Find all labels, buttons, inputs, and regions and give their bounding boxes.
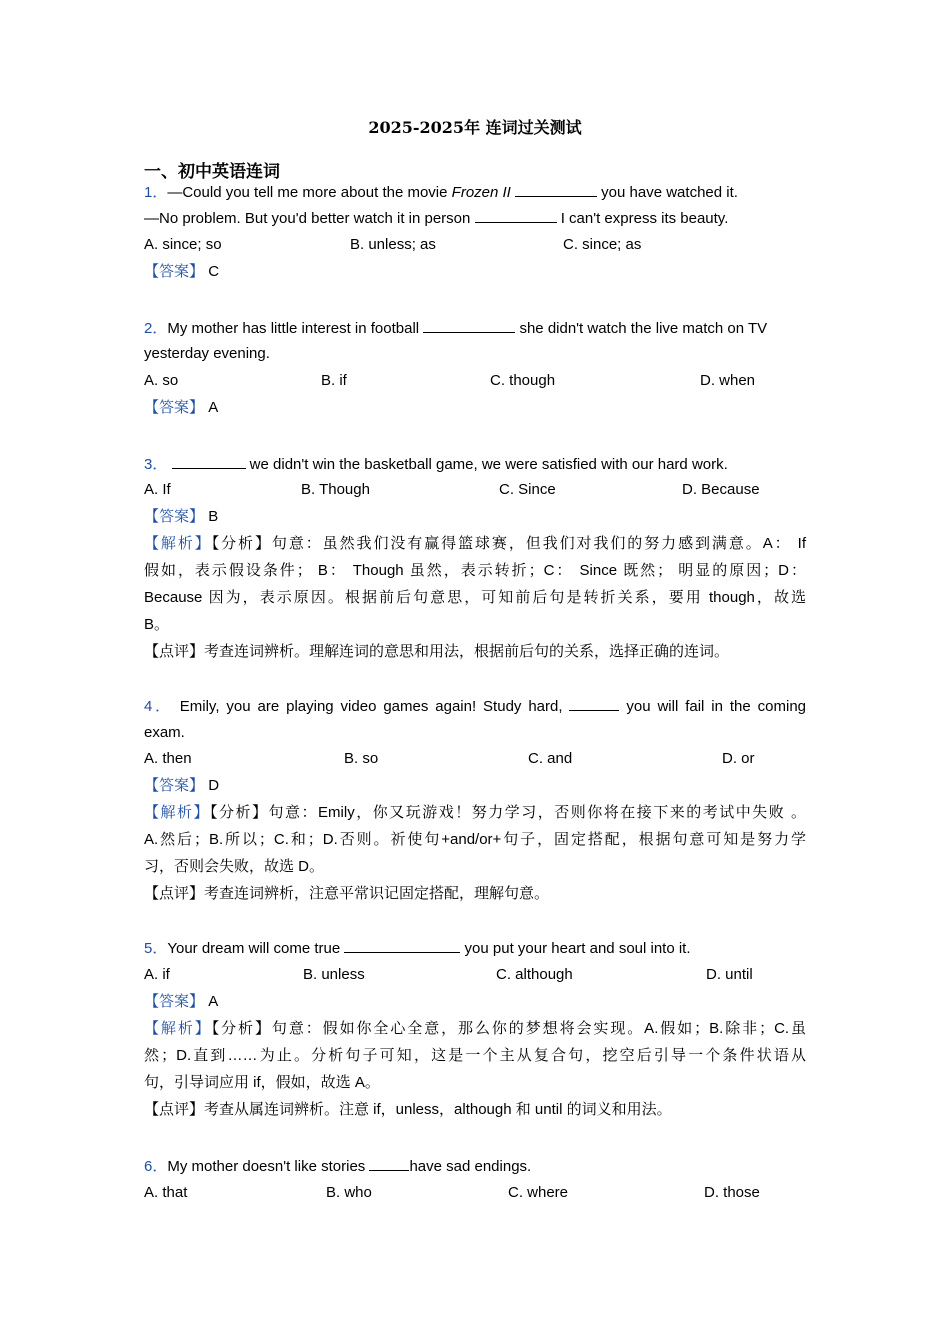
- q4-stem-line2: exam.: [144, 724, 185, 741]
- q5-answer-value: A: [208, 993, 219, 1010]
- answer-tag: 【答案】: [144, 399, 205, 416]
- q1-movie-title: Frozen II: [451, 184, 511, 201]
- q3-option-d: D. Because: [682, 481, 760, 498]
- q5-number: 5．: [144, 940, 168, 957]
- q3-analysis-line3: Because 因为，表示原因。根据前后句意思，可知前后句是转折关系，要用 though，故选: [144, 589, 806, 606]
- q3-analysis-line2: 假如，表示假设条件； B： Though 虽然，表示转折；C： Since 既然； 明显的原因；D：: [144, 562, 806, 579]
- q1-answer: [144, 261, 806, 283]
- q5-analysis-line2: 然；D.直到……为止。分析句子可知，这是一个主从复合句，挖空后引导一个条件状语从: [144, 1047, 806, 1064]
- q4-option-c: C. and: [528, 750, 573, 767]
- q6-blank: [369, 1155, 409, 1171]
- q5-analysis-line3: 句，引导词应用 if，假如，故选 A。: [144, 1074, 380, 1091]
- q1-option-c: C. since; as: [563, 236, 642, 253]
- q1-option-a: A. since; so: [144, 236, 222, 253]
- answer-tag: 【答案】: [144, 777, 205, 794]
- q3-answer-value: B: [208, 508, 219, 525]
- q3-blank: [172, 453, 246, 469]
- q2-number: 2．: [144, 320, 168, 337]
- q4-answer: [144, 775, 806, 797]
- q2-answer-value: A: [208, 399, 219, 416]
- q1-stem-line2: —No problem. But you'd better watch it in person I can't express its beauty.: [144, 207, 806, 230]
- q1-answer-value: C: [208, 263, 220, 280]
- q1-option-b: B. unless; as: [350, 236, 436, 253]
- q4-analysis-line3: 习，否则会失败，故选 D。: [144, 858, 325, 875]
- q5-analysis-line1: 【解析】【分析】句意：假如你全心全意，那么你的梦想将会实现。A.假如；B.除非；C.虽: [144, 1020, 806, 1037]
- q4-analysis-line2: A.然后；B.所以；C.和；D.否则。祈使句+and/or+句子，固定搭配，根据句意可知是努力学: [144, 831, 806, 848]
- analysis-tag: 【解析】: [144, 1020, 212, 1037]
- answer-tag: 【答案】: [144, 263, 205, 280]
- q2-blank: [423, 317, 515, 333]
- q6-option-a: A. that: [144, 1184, 188, 1201]
- answer-tag: 【答案】: [144, 508, 205, 525]
- q2-option-d: D. when: [700, 372, 756, 389]
- q4-stem-line1: 4． Emily, you are playing video games again! Study hard, you will fail in the coming: [144, 695, 806, 718]
- q6-option-d: D. those: [704, 1184, 760, 1201]
- q6-option-b: B. who: [326, 1184, 372, 1201]
- q6-number: 6．: [144, 1158, 168, 1175]
- q4-answer-value: D: [208, 777, 220, 794]
- q3-option-b: B. Though: [301, 481, 370, 498]
- q2-option-c: C. though: [490, 372, 556, 389]
- q5-comment: 【点评】考查从属连词辨析。注意 if，unless，although 和 until 的词义和用法。: [144, 1101, 672, 1118]
- q4-comment: 【点评】考查连词辨析，注意平常识记固定搭配，理解句意。: [144, 885, 550, 902]
- q5-answer: [144, 991, 806, 1013]
- q2-option-a: A. so: [144, 372, 179, 389]
- q4-option-b: B. so: [344, 750, 379, 767]
- answer-tag: 【答案】: [144, 993, 205, 1010]
- q2-option-b: B. if: [321, 372, 347, 389]
- q5-option-c: C. although: [496, 966, 573, 983]
- q1-stem-line1: 1．—Could you tell me more about the movie Frozen II you have watched it.: [144, 181, 806, 204]
- analysis-tag: 【解析】: [144, 535, 212, 552]
- q1-number: 1．: [144, 184, 168, 201]
- q4-option-d: D. or: [722, 750, 755, 767]
- q2-stem-line1: 2．My mother has little interest in football she didn't watch the live match on TV: [144, 317, 806, 340]
- q3-comment: 【点评】考查连词辨析。理解连词的意思和用法，根据前后句的关系，选择正确的连词。: [144, 643, 730, 660]
- q5-blank: [344, 937, 460, 953]
- q5-option-b: B. unless: [303, 966, 365, 983]
- q3-number: 3．: [144, 456, 168, 473]
- q6-option-c: C. where: [508, 1184, 569, 1201]
- q3-option-c: C. Since: [499, 481, 556, 498]
- q3-analysis-line4: B。: [144, 616, 170, 633]
- q3-option-a: A. If: [144, 481, 171, 498]
- q2-answer: [144, 397, 806, 419]
- q4-blank: [569, 695, 619, 711]
- q5-stem-line1: 5．Your dream will come true you put your heart and soul into it.: [144, 937, 806, 960]
- q3-stem-line1: 3． we didn't win the basketball game, we were satisfied with our hard work.: [144, 453, 806, 476]
- q4-analysis-line1: 【解析】【分析】句意：Emily，你又玩游戏！努力学习，否则你将在接下来的考试中失败 。: [144, 804, 806, 821]
- q4-option-a: A. then: [144, 750, 192, 767]
- q1-blank-2: [475, 207, 557, 223]
- document-title: 2025-2025年 连词过关测试: [368, 118, 582, 137]
- analysis-tag: 【解析】: [144, 804, 211, 821]
- q2-stem-line2: yesterday evening.: [144, 345, 270, 362]
- q5-option-d: D. until: [706, 966, 753, 983]
- section-heading: 一、初中英语连词: [144, 162, 280, 181]
- q5-option-a: A. if: [144, 966, 170, 983]
- q3-analysis-line1: 【解析】【分析】句意：虽然我们没有赢得篮球赛，但我们对我们的努力感到满意。A： If: [144, 535, 806, 552]
- q4-number: 4．: [144, 698, 173, 715]
- q3-answer: [144, 506, 806, 528]
- q6-stem-line1: 6．My mother doesn't like stories have sad endings.: [144, 1155, 806, 1178]
- q1-blank-1: [515, 181, 597, 197]
